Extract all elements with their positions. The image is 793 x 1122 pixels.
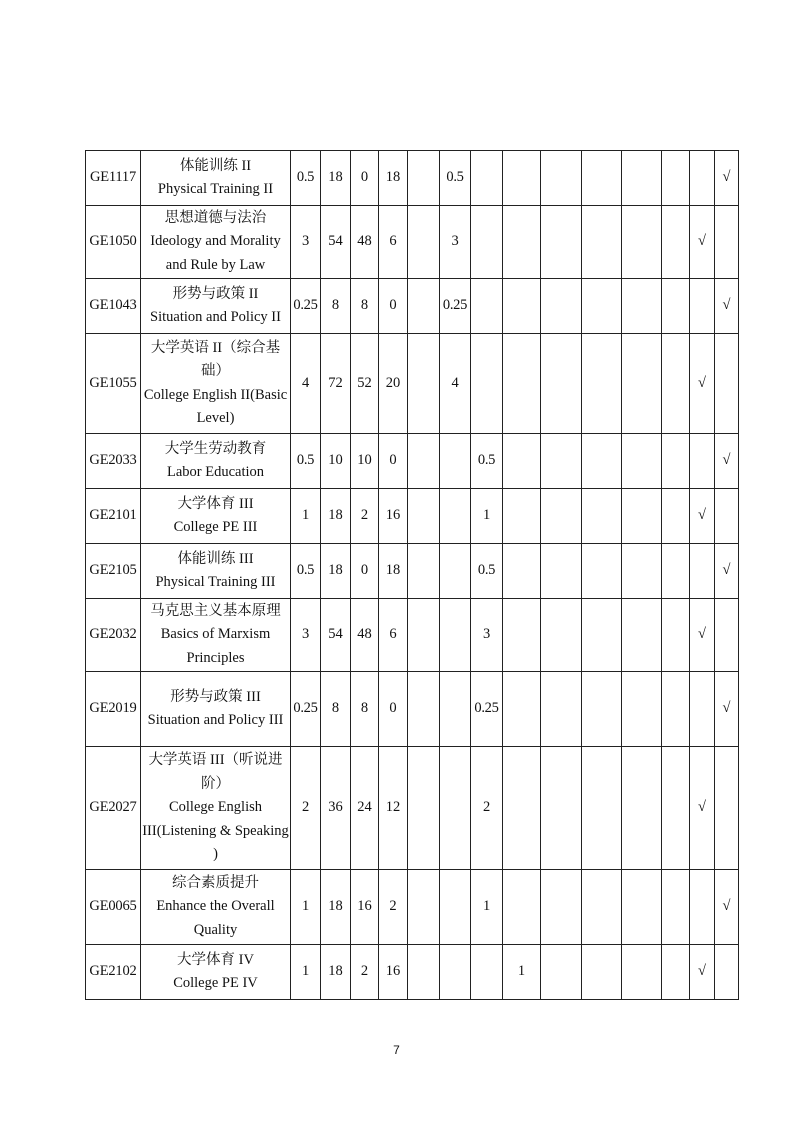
lecture-hours: 24 (351, 747, 379, 870)
table-row (86, 206, 739, 279)
semester-1-cell (408, 489, 440, 544)
course-code: GE2105 (86, 544, 141, 599)
course-name-zh: 形势与政策 III (170, 688, 261, 705)
credits: 4 (291, 334, 321, 434)
course-name (141, 334, 291, 434)
course-name-en: College English III(Listening & Speaking ) (142, 799, 289, 863)
lecture-hours: 8 (351, 672, 379, 747)
credits: 0.5 (291, 434, 321, 489)
course-name-zh: 大学生劳动教育 (164, 440, 267, 457)
semester-8-cell (662, 334, 690, 434)
semester-3-cell: 0.5 (471, 434, 503, 489)
semester-4-cell (503, 672, 541, 747)
course-name (141, 870, 291, 945)
course-name-zh: 形势与政策 II (172, 285, 259, 302)
semester-2-cell (440, 599, 471, 672)
semester-4-cell (503, 206, 541, 279)
semester-5-cell (541, 434, 582, 489)
total-hours: 18 (321, 489, 351, 544)
semester-1-cell (408, 544, 440, 599)
semester-1-cell (408, 945, 440, 1000)
semester-3-cell: 3 (471, 599, 503, 672)
practice-hours: 16 (379, 945, 408, 1000)
semester-4-cell (503, 747, 541, 870)
exam-mark (690, 672, 715, 747)
course-name-zh: 大学体育 IV (177, 951, 254, 968)
semester-2-cell (440, 489, 471, 544)
semester-7-cell (622, 747, 662, 870)
semester-6-cell (582, 334, 622, 434)
semester-6-cell (582, 206, 622, 279)
semester-1-cell (408, 599, 440, 672)
semester-6-cell (582, 151, 622, 206)
semester-6-cell (582, 747, 622, 870)
semester-2-cell (440, 544, 471, 599)
course-name (141, 489, 291, 544)
course-name-zh: 马克思主义基本原理 (150, 602, 281, 619)
course-name-en: Situation and Policy II (150, 309, 281, 325)
course-code: GE2027 (86, 747, 141, 870)
semester-2-cell: 0.5 (440, 151, 471, 206)
semester-7-cell (622, 489, 662, 544)
semester-5-cell (541, 599, 582, 672)
semester-6-cell (582, 870, 622, 945)
credits: 1 (291, 489, 321, 544)
practice-hours: 20 (379, 334, 408, 434)
table-row (86, 434, 739, 489)
semester-7-cell (622, 151, 662, 206)
semester-1-cell (408, 334, 440, 434)
semester-4-cell (503, 279, 541, 334)
course-code: GE1055 (86, 334, 141, 434)
course-code: GE2101 (86, 489, 141, 544)
course-name-zh: 综合素质提升 (172, 874, 259, 891)
course-name (141, 599, 291, 672)
semester-4-cell (503, 334, 541, 434)
exam-mark: √ (690, 945, 715, 1000)
semester-4-cell (503, 489, 541, 544)
semester-4-cell (503, 434, 541, 489)
course-name-en: Situation and Policy III (147, 712, 284, 728)
semester-8-cell (662, 870, 690, 945)
exam-mark: √ (690, 747, 715, 870)
semester-3-cell (471, 334, 503, 434)
course-name-zh: 大学英语 II（综合基础） (150, 339, 281, 379)
semester-5-cell (541, 334, 582, 434)
course-schedule-table (85, 150, 739, 1000)
course-rows (86, 151, 739, 1000)
semester-8-cell (662, 747, 690, 870)
semester-8-cell (662, 544, 690, 599)
semester-8-cell (662, 945, 690, 1000)
course-code: GE1117 (86, 151, 141, 206)
course-name-zh: 思想道德与法治 (164, 209, 267, 226)
exam-mark: √ (690, 206, 715, 279)
assessment-mark (715, 599, 739, 672)
semester-1-cell (408, 151, 440, 206)
practice-hours: 0 (379, 279, 408, 334)
semester-2-cell: 0.25 (440, 279, 471, 334)
semester-5-cell (541, 544, 582, 599)
course-name (141, 434, 291, 489)
assessment-mark (715, 206, 739, 279)
course-name-zh: 体能训练 III (177, 550, 254, 567)
course-name-en: College PE III (173, 519, 258, 535)
total-hours: 8 (321, 279, 351, 334)
semester-6-cell (582, 945, 622, 1000)
semester-3-cell (471, 279, 503, 334)
semester-7-cell (622, 945, 662, 1000)
semester-5-cell (541, 672, 582, 747)
course-code: GE2032 (86, 599, 141, 672)
semester-5-cell (541, 151, 582, 206)
lecture-hours: 48 (351, 206, 379, 279)
table-row (86, 151, 739, 206)
semester-3-cell (471, 945, 503, 1000)
semester-8-cell (662, 599, 690, 672)
exam-mark: √ (690, 489, 715, 544)
total-hours: 54 (321, 206, 351, 279)
semester-4-cell (503, 599, 541, 672)
semester-3-cell: 1 (471, 489, 503, 544)
course-code: GE1043 (86, 279, 141, 334)
page-number: 7 (393, 1043, 400, 1057)
practice-hours: 6 (379, 599, 408, 672)
total-hours: 54 (321, 599, 351, 672)
semester-6-cell (582, 489, 622, 544)
lecture-hours: 2 (351, 489, 379, 544)
semester-7-cell (622, 279, 662, 334)
semester-2-cell (440, 870, 471, 945)
credits: 2 (291, 747, 321, 870)
semester-1-cell (408, 279, 440, 334)
semester-5-cell (541, 945, 582, 1000)
practice-hours: 18 (379, 544, 408, 599)
exam-mark (690, 151, 715, 206)
lecture-hours: 0 (351, 544, 379, 599)
table-row (86, 489, 739, 544)
course-name-en: College PE IV (173, 975, 258, 991)
course-name-en: Physical Training III (155, 574, 276, 590)
semester-8-cell (662, 206, 690, 279)
course-code: GE0065 (86, 870, 141, 945)
semester-5-cell (541, 870, 582, 945)
semester-7-cell (622, 672, 662, 747)
semester-1-cell (408, 870, 440, 945)
course-name (141, 151, 291, 206)
course-name (141, 544, 291, 599)
practice-hours: 2 (379, 870, 408, 945)
course-code: GE2033 (86, 434, 141, 489)
credits: 1 (291, 870, 321, 945)
semester-4-cell: 1 (503, 945, 541, 1000)
semester-8-cell (662, 672, 690, 747)
lecture-hours: 16 (351, 870, 379, 945)
semester-4-cell (503, 544, 541, 599)
course-name (141, 747, 291, 870)
assessment-mark (715, 489, 739, 544)
semester-5-cell (541, 747, 582, 870)
semester-3-cell: 0.25 (471, 672, 503, 747)
semester-6-cell (582, 279, 622, 334)
total-hours: 10 (321, 434, 351, 489)
practice-hours: 16 (379, 489, 408, 544)
lecture-hours: 2 (351, 945, 379, 1000)
exam-mark (690, 279, 715, 334)
total-hours: 18 (321, 544, 351, 599)
semester-8-cell (662, 151, 690, 206)
table-row (86, 334, 739, 434)
semester-2-cell (440, 672, 471, 747)
lecture-hours: 0 (351, 151, 379, 206)
exam-mark (690, 434, 715, 489)
assessment-mark: √ (715, 672, 739, 747)
credits: 1 (291, 945, 321, 1000)
course-name-en: Labor Education (166, 464, 265, 480)
course-name (141, 279, 291, 334)
practice-hours: 18 (379, 151, 408, 206)
semester-7-cell (622, 870, 662, 945)
semester-1-cell (408, 672, 440, 747)
course-name (141, 945, 291, 1000)
table-row (86, 870, 739, 945)
total-hours: 36 (321, 747, 351, 870)
exam-mark (690, 544, 715, 599)
total-hours: 8 (321, 672, 351, 747)
total-hours: 18 (321, 870, 351, 945)
exam-mark: √ (690, 599, 715, 672)
course-name-zh: 体能训练 II (179, 157, 252, 174)
semester-2-cell (440, 945, 471, 1000)
course-code: GE2019 (86, 672, 141, 747)
table-row (86, 599, 739, 672)
course-name-en: Physical Training II (157, 181, 274, 197)
exam-mark: √ (690, 334, 715, 434)
course-name-zh: 大学体育 III (177, 495, 254, 512)
semester-7-cell (622, 599, 662, 672)
total-hours: 72 (321, 334, 351, 434)
semester-5-cell (541, 206, 582, 279)
semester-1-cell (408, 747, 440, 870)
assessment-mark: √ (715, 870, 739, 945)
assessment-mark (715, 747, 739, 870)
semester-7-cell (622, 206, 662, 279)
semester-2-cell (440, 747, 471, 870)
course-name-en: College English II(Basic Level) (143, 386, 288, 426)
lecture-hours: 52 (351, 334, 379, 434)
exam-mark (690, 870, 715, 945)
assessment-mark (715, 334, 739, 434)
course-code: GE1050 (86, 206, 141, 279)
semester-8-cell (662, 489, 690, 544)
semester-8-cell (662, 279, 690, 334)
semester-6-cell (582, 599, 622, 672)
semester-3-cell: 2 (471, 747, 503, 870)
lecture-hours: 10 (351, 434, 379, 489)
semester-4-cell (503, 870, 541, 945)
semester-1-cell (408, 206, 440, 279)
total-hours: 18 (321, 945, 351, 1000)
semester-7-cell (622, 434, 662, 489)
credits: 0.5 (291, 544, 321, 599)
semester-3-cell (471, 206, 503, 279)
semester-6-cell (582, 544, 622, 599)
course-name-en: Enhance the Overall Quality (156, 898, 275, 938)
table-row (86, 945, 739, 1000)
semester-7-cell (622, 334, 662, 434)
semester-5-cell (541, 489, 582, 544)
semester-8-cell (662, 434, 690, 489)
semester-3-cell: 0.5 (471, 544, 503, 599)
course-code: GE2102 (86, 945, 141, 1000)
credits: 0.5 (291, 151, 321, 206)
semester-2-cell: 4 (440, 334, 471, 434)
semester-6-cell (582, 434, 622, 489)
assessment-mark: √ (715, 544, 739, 599)
course-name-en: Basics of Marxism Principles (160, 626, 271, 666)
semester-3-cell (471, 151, 503, 206)
assessment-mark: √ (715, 279, 739, 334)
semester-2-cell (440, 434, 471, 489)
course-name (141, 206, 291, 279)
practice-hours: 0 (379, 672, 408, 747)
credits: 3 (291, 599, 321, 672)
lecture-hours: 48 (351, 599, 379, 672)
course-name-zh: 大学英语 III（听说进阶） (148, 752, 283, 792)
semester-1-cell (408, 434, 440, 489)
assessment-mark: √ (715, 434, 739, 489)
credits: 0.25 (291, 672, 321, 747)
semester-3-cell: 1 (471, 870, 503, 945)
table-row (86, 279, 739, 334)
table-row (86, 544, 739, 599)
practice-hours: 12 (379, 747, 408, 870)
semester-2-cell: 3 (440, 206, 471, 279)
practice-hours: 6 (379, 206, 408, 279)
total-hours: 18 (321, 151, 351, 206)
course-name (141, 672, 291, 747)
assessment-mark: √ (715, 151, 739, 206)
course-name-en: Ideology and Morality and Rule by Law (150, 233, 281, 273)
table-row (86, 747, 739, 870)
assessment-mark (715, 945, 739, 1000)
semester-7-cell (622, 544, 662, 599)
table-row (86, 672, 739, 747)
semester-5-cell (541, 279, 582, 334)
lecture-hours: 8 (351, 279, 379, 334)
credits: 0.25 (291, 279, 321, 334)
credits: 3 (291, 206, 321, 279)
semester-4-cell (503, 151, 541, 206)
practice-hours: 0 (379, 434, 408, 489)
semester-6-cell (582, 672, 622, 747)
